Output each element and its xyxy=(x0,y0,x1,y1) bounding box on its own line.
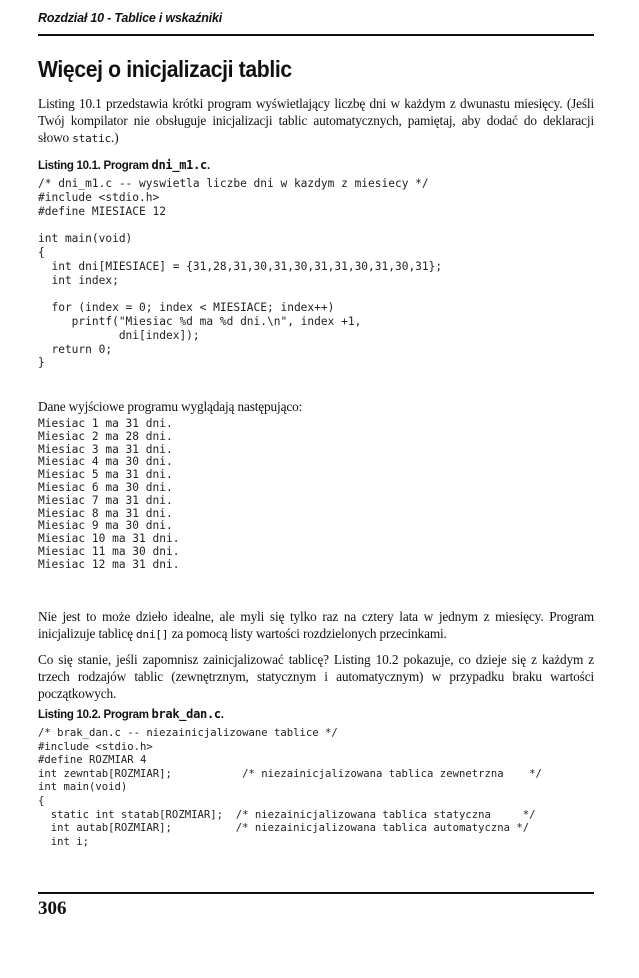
intro-paragraph xyxy=(38,95,594,147)
listing-1-filename: dni_m1.c xyxy=(151,158,207,172)
code-line: dni[index]); xyxy=(38,328,200,342)
paragraph-2 xyxy=(38,608,594,643)
listing-2-caption-dot: . xyxy=(220,709,224,721)
code-line: { xyxy=(38,245,45,259)
code-line: return 0; xyxy=(38,342,113,356)
code-line: int i; xyxy=(38,835,90,848)
code-line: for (index = 0; index < MIESIACE; index++) xyxy=(38,301,335,315)
paragraph-3: Co się stanie, jeśli zapomnisz zainicjalizować tablicę? Listing 10.2 pokazuje, co dzieje się z każdym z trzech rodzajów tablic (zewnętrznym, statycznym i automatycznym) w przypadku braku wartości początkowych. xyxy=(38,652,594,701)
paragraph-2-text-after: za pomocą listy wartości rozdzielonych przecinkami. xyxy=(168,626,447,641)
output-line: Miesiac 5 ma 31 dni. xyxy=(38,468,173,482)
code-line: #define MIESIACE 12 xyxy=(38,204,166,218)
intro-text-after: .) xyxy=(111,130,119,145)
paragraph-2-inline-code: dni[] xyxy=(136,628,169,641)
code-line xyxy=(38,218,442,232)
output-line: Miesiac 4 ma 30 dni. xyxy=(38,455,173,469)
code-line: int index; xyxy=(38,273,119,287)
listing-1-code xyxy=(38,177,442,370)
output-line: Miesiac 2 ma 28 dni. xyxy=(38,429,173,443)
code-line: #include <stdio.h> xyxy=(38,190,160,204)
output-line: Miesiac 7 ma 31 dni. xyxy=(38,493,173,507)
listing-2-code xyxy=(38,727,542,849)
code-line: { xyxy=(38,794,45,807)
paragraph-2-text-before: Nie jest to może dzieło idealne, ale myli się tylko raz na cztery lata w jednym z miesięcy. Program inicjalizuje tablicę xyxy=(38,609,594,641)
code-line: static int statab[ROZMIAR]; /* niezainicjalizowana tablica statyczna */ xyxy=(38,808,536,821)
section-title: Więcej o inicjalizacji tablic xyxy=(38,56,292,82)
output-line: Miesiac 1 ma 31 dni. xyxy=(38,417,173,430)
header-rule xyxy=(38,34,594,36)
code-line: int zewntab[ROZMIAR]; /* niezainicjalizowana tablica zewnetrzna */ xyxy=(38,767,542,780)
code-line: int autab[ROZMIAR]; /* niezainicjalizowana tablica automatyczna */ xyxy=(38,822,530,835)
listing-1-caption-dot: . xyxy=(206,160,210,172)
output-line: Miesiac 8 ma 31 dni. xyxy=(38,506,173,520)
code-line: #include <stdio.h> xyxy=(38,740,153,753)
code-line: int main(void) xyxy=(38,232,133,246)
listing-2-caption-label: Listing 10.2. Program xyxy=(38,709,152,721)
code-line: printf("Miesiac %d ma %d dni.\n", index +1, xyxy=(38,314,362,328)
code-line: } xyxy=(38,356,45,370)
program-output xyxy=(38,418,179,572)
output-line: Miesiac 10 ma 31 dni. xyxy=(38,532,180,546)
code-line: int dni[MIESIACE] = {31,28,31,30,31,30,31,31,30,31,30,31}; xyxy=(38,259,443,273)
output-intro: Dane wyjściowe programu wyglądają następująco: xyxy=(38,399,303,414)
page-number: 306 xyxy=(38,898,67,919)
code-line: /* dni_m1.c -- wyswietla liczbe dni w kazdym z miesiecy */ xyxy=(38,177,429,190)
output-line: Miesiac 12 ma 31 dni. xyxy=(38,557,180,571)
running-head: Rozdział 10 - Tablice i wskaźniki xyxy=(38,11,222,25)
output-line: Miesiac 9 ma 30 dni. xyxy=(38,519,173,533)
intro-inline-code: static xyxy=(72,132,112,145)
listing-2-caption xyxy=(38,707,224,721)
output-line: Miesiac 3 ma 31 dni. xyxy=(38,442,173,456)
code-line xyxy=(38,287,442,301)
listing-1-caption-label: Listing 10.1. Program xyxy=(38,160,152,172)
listing-2-filename: brak_dan.c xyxy=(151,707,221,721)
code-line: int main(void) xyxy=(38,781,128,794)
code-line: #define ROZMIAR 4 xyxy=(38,754,147,767)
code-line: /* brak_dan.c -- niezainicjalizowane tablice */ xyxy=(38,727,338,739)
intro-text-before: Listing 10.1 przedstawia krótki program wyświetlający liczbę dni w każdym z dwunastu miesięcy. (Jeśli Twój kompilator nie obsługuje inicjalizacji tablic automatycznych, pamiętaj, aby dodać do deklaracji słowo xyxy=(38,96,594,145)
output-line: Miesiac 6 ma 30 dni. xyxy=(38,480,173,494)
listing-1-caption xyxy=(38,158,210,172)
output-line: Miesiac 11 ma 30 dni. xyxy=(38,544,180,558)
footer-rule xyxy=(38,892,594,894)
